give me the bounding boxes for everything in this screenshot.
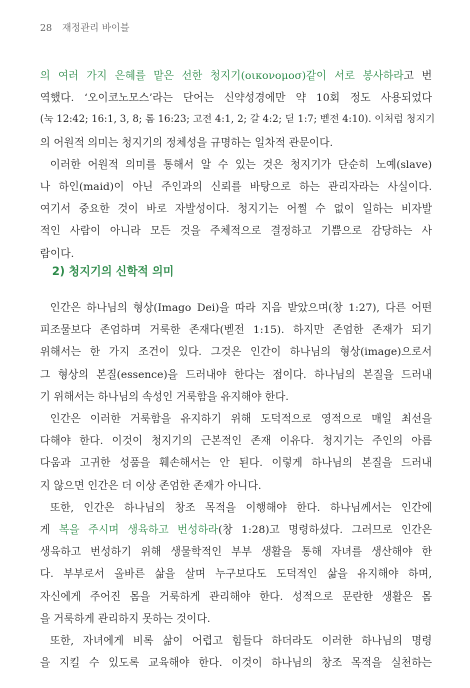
text-line: 의 여러 가지 은혜를 맡은 선한 청지기(οικονομοσ)같이 서로 봉사하라고 번 <box>40 70 433 82</box>
paragraph-voluntariness <box>40 154 432 265</box>
paragraph-etymology <box>40 65 435 154</box>
text-line: 생육하고 번성하기 위해 생물학적인 부부 생활을 통해 자녀를 생산해야 한 <box>40 546 432 559</box>
text-line: 게 복을 주시며 생육하고 번성하라(창 1:28)고 명령하셨다. 그러므로 인간은 <box>40 523 432 536</box>
text-line: 피조물보다 존엄하며 거룩한 존재다(벧전 1:15). 하지만 존엄한 존재가 되기 <box>40 324 432 337</box>
paragraph-holiness <box>40 408 432 497</box>
text-line: 또한, 자녀에게 비록 삶이 어렵고 힘들다 하더라도 이러한 하나님의 명령 <box>50 635 432 647</box>
book-title: 재정관리 바이블 <box>62 23 130 34</box>
text-line: 을 지킬 수 있도록 교육해야 한다. 이것이 하나님의 창조 목적을 실천하는 <box>40 657 432 670</box>
paragraph-education <box>40 630 432 674</box>
text-line: (눅 12:42; 16:1, 3, 8; 롬 16:23; 고전 4:1, 2; 갈 4:2; 딛 1:7; 벧전 4:10). 이처럼 청지기 <box>40 114 435 126</box>
text-line: 여기서 중요한 것이 바로 자발성이다. 청지기는 어쩔 수 없이 일하는 비자발 <box>40 203 432 216</box>
text-line: 나 하인(maid)이 아닌 주인과의 신뢰를 바탕으로 하는 관리자라는 사실이다. <box>40 180 432 193</box>
text-line: 위해서는 한 가지 조건이 있다. 그것은 인간이 하나님의 형상(image)으로서 <box>40 346 432 359</box>
text-line: 인간은 이러한 거룩함을 유지하기 위해 도덕적으로 영적으로 매일 최선을 <box>50 413 432 425</box>
page-number: 28 <box>40 23 53 34</box>
running-header <box>40 20 136 34</box>
text-line: 적인 사람이 아니라 모든 것을 주체적으로 결정하고 기쁨으로 감당하는 사 <box>40 225 432 238</box>
text-line: 다움과 고귀한 성품을 훼손해서는 안 된다. 이렇게 하나님의 본질을 드러내 <box>40 457 432 470</box>
text-line: 그 형상의 본질(essence)을 드러내야 한다는 점이다. 하나님의 본질을 드러내 <box>40 368 432 381</box>
text-line: 다해야 한다. 이것이 청지기의 근본적인 존재 이유다. 청지기는 주인의 아름 <box>40 435 432 448</box>
text-line: 역했다. ‘오이코노모스’라는 단어는 신약성경에만 약 10회 정도 사용되었다 <box>40 92 432 105</box>
paragraph-image-of-god <box>40 297 432 408</box>
text-line: 의 어원적 의미는 청지기의 정체성을 규명하는 일차적 관문이다. <box>40 136 334 149</box>
section-heading: 2) 청지기의 신학적 의미 <box>52 265 174 278</box>
paragraph-creation-purpose <box>40 497 432 630</box>
text-line: 지 않으면 인간은 더 이상 존엄한 존재가 아니다. <box>40 479 262 492</box>
text-line: 이러한 어원적 의미를 통해서 알 수 있는 것은 청지기가 단순히 노예(slave) <box>50 158 432 171</box>
text-line: 자신에게 주어진 몸을 거룩하게 관리해야 한다. 성적으로 문란한 생활은 몸 <box>40 590 432 603</box>
text-line: 다. 부부로서 올바른 삶을 살며 누구보다도 도덕적인 삶을 유지해야 하며, <box>40 568 432 581</box>
text-line: 또한, 인간은 하나님의 창조 목적을 이행해야 한다. 하나님께서는 인간에 <box>50 501 432 514</box>
text-line: 인간은 하나님의 형상(Imago Dei)을 따라 지음 받았으며(창 1:27), 다른 어떤 <box>50 302 432 314</box>
text-line: 을 거룩하게 관리하지 못하는 것이다. <box>40 612 211 625</box>
text-line: 람이다. <box>40 247 75 260</box>
text-line: 기 위해서는 하나님의 속성인 거룩함을 유지해야 한다. <box>40 390 289 403</box>
